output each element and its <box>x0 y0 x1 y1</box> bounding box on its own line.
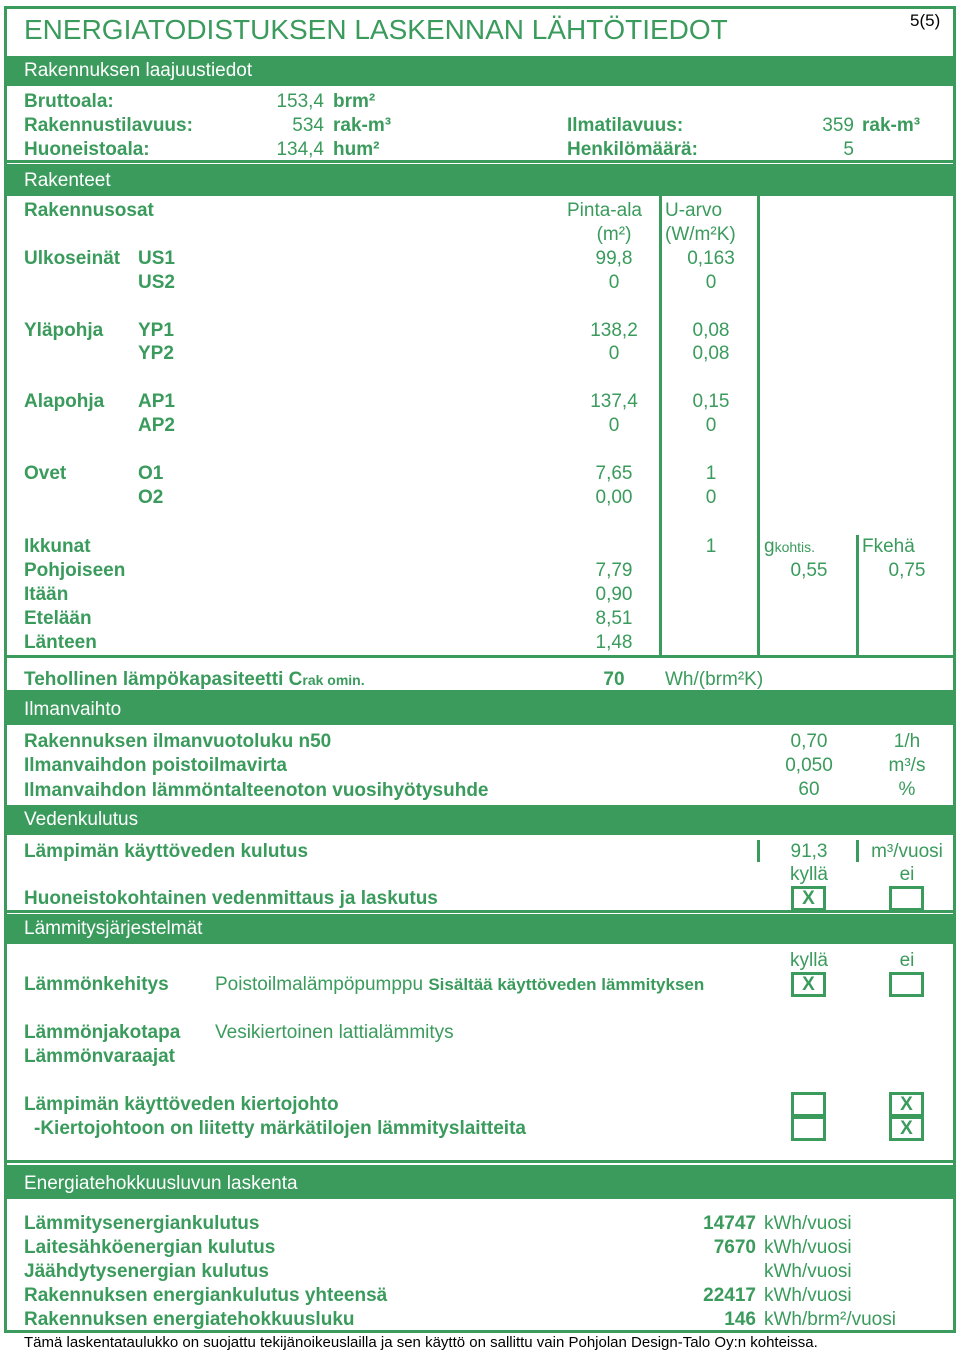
group-label: Ulkoseinät <box>24 248 121 269</box>
kylla-header: kyllä <box>789 950 828 971</box>
section-title: Vedenkulutus <box>24 809 139 830</box>
g-subscript: kohtis. <box>774 539 816 555</box>
section-title: Energiatehokkuusluvun laskenta <box>24 1173 298 1194</box>
lammonjakotapa-label: Lämmönjakotapa <box>24 1022 181 1043</box>
ilmanvaihto-unit: m³/s <box>888 755 926 776</box>
divider <box>4 655 956 658</box>
ilmanvaihto-unit: 1/h <box>893 731 921 752</box>
divider <box>4 1160 956 1163</box>
section-bar-lammitys <box>4 914 956 944</box>
u-value: 1 <box>705 463 717 484</box>
u-value: 0,15 <box>692 391 730 412</box>
energia-unit: kWh/vuosi <box>764 1237 852 1258</box>
u-value: 0,08 <box>692 343 730 364</box>
window-direction: Länteen <box>24 632 97 653</box>
section-bar-ilmanvaihto <box>4 693 956 725</box>
window-area: 1,48 <box>595 632 633 653</box>
bruttoala-unit: brm² <box>333 91 376 112</box>
window-f-value: 0,75 <box>888 560 926 581</box>
window-area: 8,51 <box>595 608 633 629</box>
lammonkehitys-label: Lämmönkehitys <box>24 974 169 995</box>
vedenkulutus-label: Lämpimän käyttöveden kulutus <box>24 841 309 862</box>
lammonkehitys-system: Poistoilmalämpöpumppu <box>215 974 424 995</box>
section-bar-vedenkulutus <box>4 805 956 835</box>
lammonvaraajat-label: Lämmönvaraajat <box>24 1046 176 1067</box>
ilmatilavuus-label: Ilmatilavuus: <box>567 115 684 136</box>
lammonjakotapa-value: Vesikiertoinen lattialämmitys <box>215 1022 454 1043</box>
energia-unit: kWh/vuosi <box>764 1285 852 1306</box>
huoneistoala-unit: hum² <box>333 139 380 160</box>
section-bar-rakenteet <box>4 164 956 196</box>
lammonkehitys-ei-checkbox[interactable] <box>889 972 924 997</box>
ikkunat-u-value: 1 <box>705 536 717 557</box>
energia-value: 7670 <box>713 1237 756 1258</box>
huoneistoala-label: Huoneistoala: <box>24 139 150 160</box>
window-area: 7,79 <box>595 560 633 581</box>
u-value: 0 <box>705 415 717 436</box>
rakennusosat-label: Rakennusosat <box>24 200 154 221</box>
area-value: 0 <box>608 272 620 293</box>
code: O2 <box>138 487 164 508</box>
ikkunat-label: Ikkunat <box>24 536 91 557</box>
code: YP2 <box>138 343 174 364</box>
group-label: Alapohja <box>24 391 105 412</box>
vedenmittaus-label: Huoneistokohtainen vedenmittaus ja laskutus <box>24 888 438 909</box>
code: O1 <box>138 463 164 484</box>
kiertojohto-label: Lämpimän käyttöveden kiertojohto <box>24 1094 339 1115</box>
kapasiteetti-unit: Wh/(brm²K) <box>665 669 764 690</box>
group-label: Yläpohja <box>24 320 104 341</box>
u-value: 0,163 <box>687 248 735 269</box>
liitetty-ei-checkbox[interactable]: X <box>889 1116 924 1141</box>
energia-unit: kWh/brm²/vuosi <box>764 1309 896 1330</box>
section-title: Rakennuksen laajuustiedot <box>24 60 253 81</box>
section-title: Rakenteet <box>24 170 111 191</box>
code: AP2 <box>138 415 175 436</box>
huoneistoala-value: 134,4 <box>276 139 324 160</box>
energia-label: Lämmitysenergiankulutus <box>24 1213 260 1234</box>
lammonkehitys-kylla-checkbox[interactable]: X <box>791 972 826 997</box>
ilmatilavuus-unit: rak-m³ <box>862 115 921 136</box>
kapasiteetti-value: 70 <box>603 669 625 690</box>
section-title: Lämmitysjärjestelmät <box>24 918 203 939</box>
section-bar-laajuus <box>4 56 956 86</box>
ei-header: ei <box>899 950 915 971</box>
area-value: 7,65 <box>595 463 633 484</box>
section-bar-energia <box>4 1165 956 1199</box>
kiertojohto-ei-checkbox[interactable]: X <box>889 1092 924 1117</box>
section-title: Ilmanvaihto <box>24 699 122 720</box>
ilmanvaihto-label: Ilmanvaihdon poistoilmavirta <box>24 755 287 776</box>
ilmanvaihto-unit: % <box>898 779 916 800</box>
energia-value: 146 <box>724 1309 756 1330</box>
vedenkulutus-value: 91,3 <box>790 841 828 862</box>
code: US2 <box>138 272 175 293</box>
henkilomaara-value: 5 <box>843 139 854 160</box>
vedenmittaus-ei-checkbox[interactable] <box>889 886 924 911</box>
bruttoala-value: 153,4 <box>276 91 324 112</box>
energia-label: Rakennuksen energiankulutus yhteensä <box>24 1285 388 1306</box>
kapasiteetti-label <box>24 669 365 691</box>
area-value: 99,8 <box>595 248 633 269</box>
area-value: 0 <box>608 343 620 364</box>
area-value: 0,00 <box>595 487 633 508</box>
u-value: 0 <box>705 272 717 293</box>
kiertojohto-kylla-checkbox[interactable] <box>791 1092 826 1117</box>
energia-value: 22417 <box>703 1285 756 1306</box>
area-value: 0 <box>608 415 620 436</box>
area-value: 138,2 <box>590 320 638 341</box>
kylla-header: kyllä <box>789 864 828 885</box>
area-unit-header: (m²) <box>596 224 632 245</box>
vedenkulutus-unit: m³/vuosi <box>871 841 943 862</box>
u-header: U-arvo <box>665 200 723 221</box>
area-header: Pinta-ala <box>567 200 642 221</box>
window-direction: Itään <box>24 584 69 605</box>
area-value: 137,4 <box>590 391 638 412</box>
u-unit-header: (W/m²K) <box>665 224 736 245</box>
column-line <box>856 535 859 655</box>
u-value: 0,08 <box>692 320 730 341</box>
kapasiteetti-subscript: rak omin. <box>302 672 365 688</box>
g-header <box>764 536 815 558</box>
energia-label: Laitesähköenergian kulutus <box>24 1237 276 1258</box>
ilmanvaihto-value: 60 <box>798 779 820 800</box>
liitetty-kylla-checkbox[interactable] <box>791 1116 826 1141</box>
window-area: 0,90 <box>595 584 633 605</box>
tilavuus-value: 534 <box>292 115 324 136</box>
u-value: 0 <box>705 487 717 508</box>
code: AP1 <box>138 391 175 412</box>
energia-value: 14747 <box>703 1213 756 1234</box>
energia-label: Jäähdytysenergian kulutus <box>24 1261 269 1282</box>
lammonkehitys-value <box>215 974 704 996</box>
copyright-footer: Tämä laskentataulukko on suojattu tekijänoikeuslailla ja sen käyttö on sallittu vain Pohjolan Design-Talo Oy:n kohteissa. <box>24 1334 818 1351</box>
bruttoala-label: Bruttoala: <box>24 91 114 112</box>
group-label: Ovet <box>24 463 67 484</box>
tilavuus-label: Rakennustilavuus: <box>24 115 193 136</box>
energia-unit: kWh/vuosi <box>764 1261 852 1282</box>
liitetty-label: -Kiertojohtoon on liitetty märkätilojen lämmityslaitteita <box>34 1118 526 1139</box>
energia-unit: kWh/vuosi <box>764 1213 852 1234</box>
page-title: ENERGIATODISTUKSEN LASKENNAN LÄHTÖTIEDOT <box>24 14 728 45</box>
vedenmittaus-kylla-checkbox[interactable]: X <box>791 886 826 911</box>
kapasiteetti-main: Tehollinen lämpökapasiteetti C <box>24 669 303 690</box>
code: US1 <box>138 248 175 269</box>
page-number: 5(5) <box>910 11 941 30</box>
tilavuus-unit: rak-m³ <box>333 115 392 136</box>
window-g-value: 0,55 <box>790 560 828 581</box>
ilmatilavuus-value: 359 <box>822 115 854 136</box>
ilmanvaihto-label: Ilmanvaihdon lämmöntalteenoton vuosihyötysuhde <box>24 780 489 801</box>
ei-header: ei <box>899 864 915 885</box>
ilmanvaihto-label: Rakennuksen ilmanvuotoluku n50 <box>24 731 332 752</box>
window-direction: Pohjoiseen <box>24 560 126 581</box>
energia-label: Rakennuksen energiatehokkuusluku <box>24 1309 355 1330</box>
g-symbol: g <box>764 536 775 557</box>
f-header: Fkehä <box>862 536 915 557</box>
lammonkehitys-note: Sisältää käyttöveden lämmityksen <box>428 975 705 994</box>
code: YP1 <box>138 320 174 341</box>
window-direction: Etelään <box>24 608 92 629</box>
henkilomaara-label: Henkilömäärä: <box>567 139 698 160</box>
ilmanvaihto-value: 0,70 <box>790 731 828 752</box>
ilmanvaihto-value: 0,050 <box>785 755 833 776</box>
